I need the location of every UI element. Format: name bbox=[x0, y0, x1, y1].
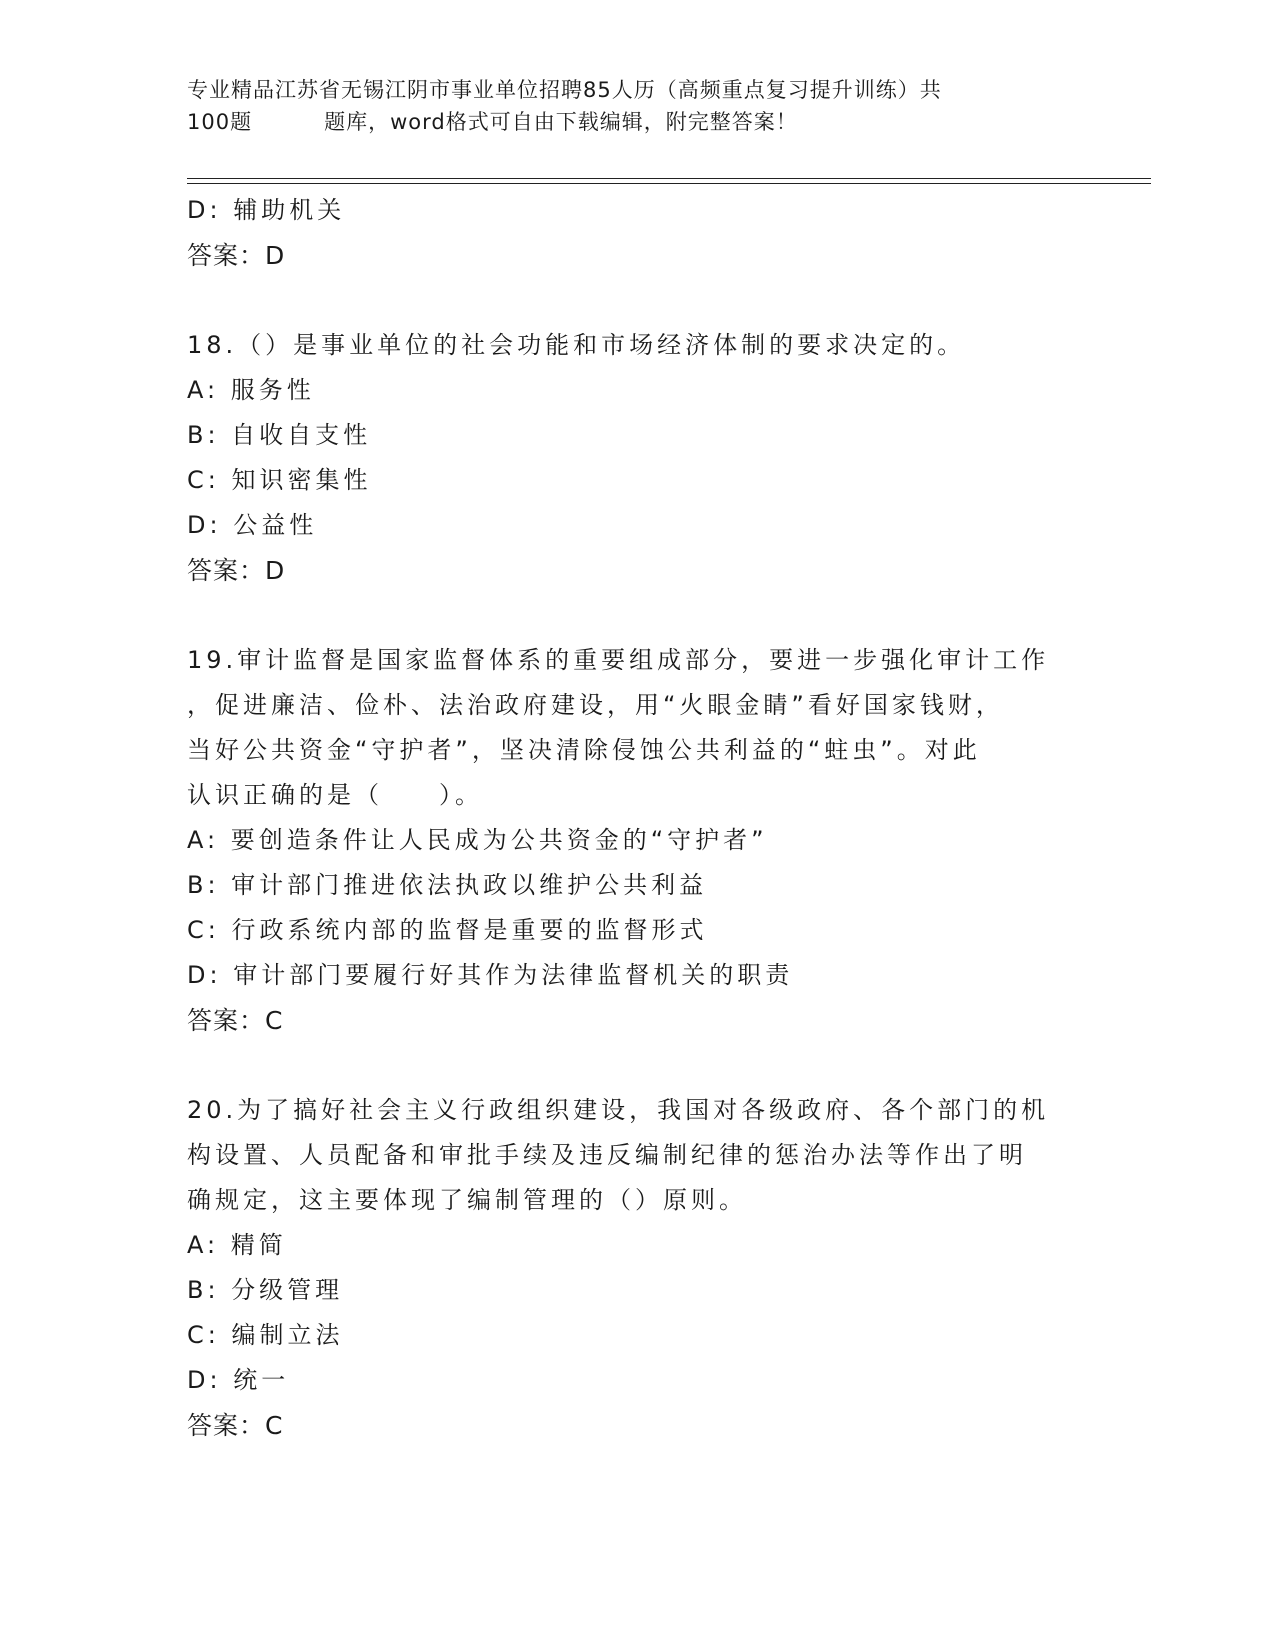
header-divider-bottom bbox=[187, 183, 1151, 184]
header-title-line2 bbox=[187, 106, 1087, 138]
prev-question-tail bbox=[187, 188, 1087, 278]
question-text-line: 19.审计监督是国家监督体系的重要组成部分，要进一步强化审计工作 bbox=[187, 646, 1050, 674]
option-d: D: 审计部门要履行好其作为法律监督机关的职责 bbox=[187, 961, 794, 989]
option-a: A: 服务性 bbox=[187, 376, 315, 404]
question-list bbox=[187, 188, 1087, 1448]
option-b: B: 分级管理 bbox=[187, 1276, 344, 1304]
question-text-line: 20.为了搞好社会主义行政组织建设，我国对各级政府、各个部门的机 bbox=[187, 1096, 1050, 1124]
option-d: D: 统一 bbox=[187, 1366, 290, 1394]
option-a: A: 精简 bbox=[187, 1231, 287, 1259]
answer: 答案：C bbox=[187, 1411, 284, 1440]
answer: 答案：D bbox=[187, 556, 286, 585]
question-text-line: ，促进廉洁、俭朴、法治政府建设，用“火眼金睛”看好国家钱财， bbox=[187, 691, 1004, 719]
option-d: D: 辅助机关 bbox=[187, 196, 346, 224]
question-text bbox=[187, 323, 1087, 368]
header-subtitle: 题库，word格式可自由下载编辑，附完整答案！ bbox=[324, 110, 798, 134]
question-19 bbox=[187, 638, 1087, 1043]
question-text bbox=[187, 1088, 1087, 1223]
option-c: C: 知识密集性 bbox=[187, 466, 372, 494]
question-text bbox=[187, 638, 1087, 818]
option-c: C: 行政系统内部的监督是重要的监督形式 bbox=[187, 916, 708, 944]
option-b: B: 自收自支性 bbox=[187, 421, 372, 449]
question-text-line: 当好公共资金“守护者”，坚决清除侵蚀公共利益的“蛀虫”。对此 bbox=[187, 736, 981, 764]
header-divider-top bbox=[187, 178, 1151, 179]
option-d: D: 公益性 bbox=[187, 511, 318, 539]
question-text-line: 认识正确的是（ ）。 bbox=[187, 781, 483, 809]
option-b: B: 审计部门推进依法执政以维护公共利益 bbox=[187, 871, 708, 899]
option-a: A: 要创造条件让人民成为公共资金的“守护者” bbox=[187, 826, 768, 854]
question-18 bbox=[187, 323, 1087, 593]
question-20 bbox=[187, 1088, 1087, 1448]
header-title-line1: 专业精品江苏省无锡江阴市事业单位招聘85人历（高频重点复习提升训练）共 bbox=[187, 78, 942, 102]
header-question-count: 100题 bbox=[187, 110, 253, 134]
question-text-line: 构设置、人员配备和审批手续及违反编制纪律的惩治办法等作出了明 bbox=[187, 1141, 1027, 1169]
question-text-line: 确规定，这主要体现了编制管理的（）原则。 bbox=[187, 1186, 747, 1214]
answer: 答案：C bbox=[187, 1006, 284, 1035]
question-text-line: 18.（）是事业单位的社会功能和市场经济体制的要求决定的。 bbox=[187, 331, 966, 359]
document-header bbox=[187, 74, 1087, 138]
answer: 答案：D bbox=[187, 241, 286, 270]
option-c: C: 编制立法 bbox=[187, 1321, 344, 1349]
